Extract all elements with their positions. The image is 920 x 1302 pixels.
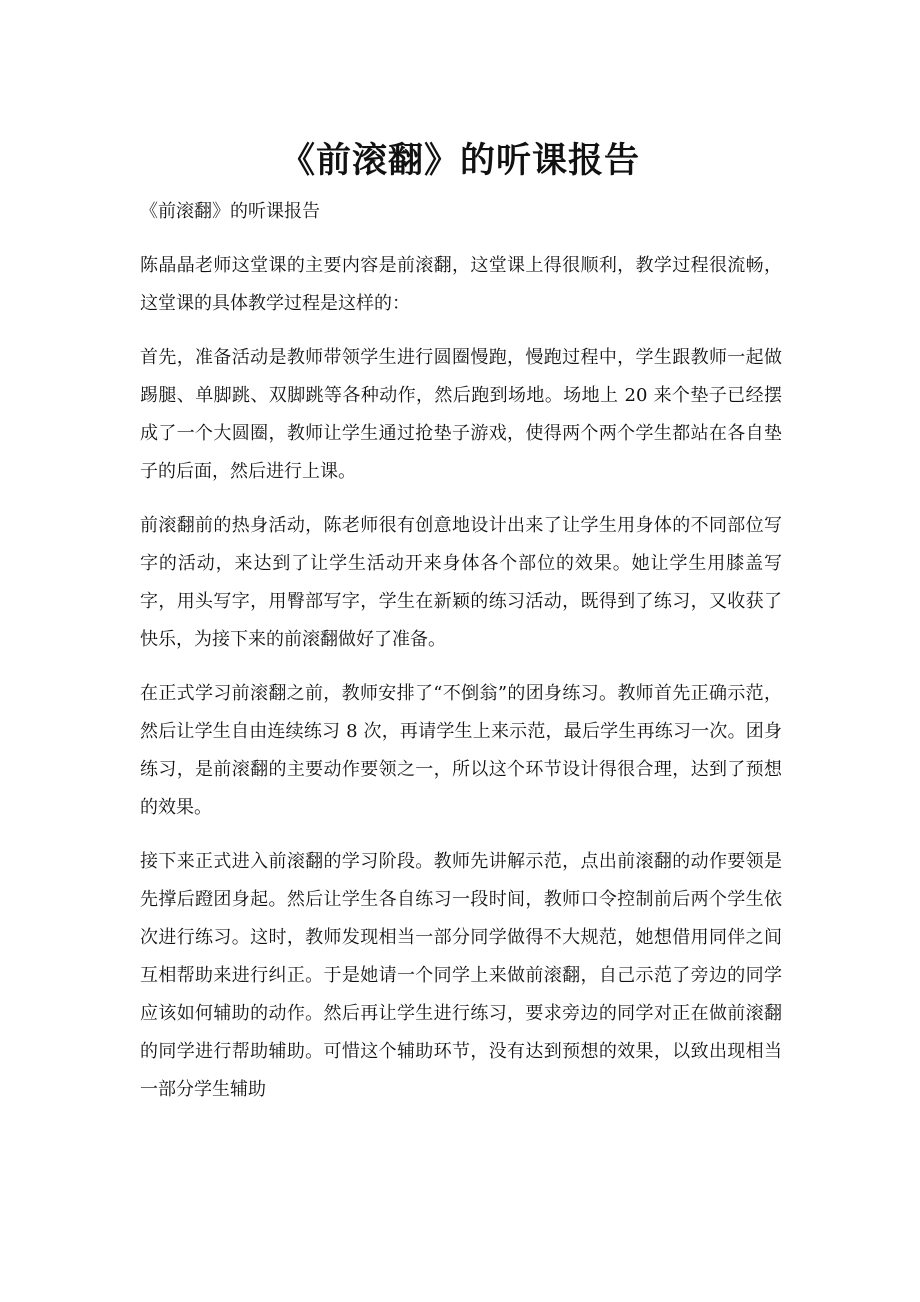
- intro-paragraph: 陈晶晶老师这堂课的主要内容是前滚翻，这堂课上得很顺利，教学过程很流畅，这堂课的具体教学过程是这样的：: [140, 255, 782, 314]
- forward-roll-paragraph: 接下来正式进入前滚翻的学习阶段。教师先讲解示范，点出前滚翻的动作要领是先撑后蹬团身起。然后让学生各自练习一段时间，教师口令控制前后两个学生依次进行练习。这时，教师发现相当一部分同学做得不大规范，她想借用同伴之间互相帮助来进行纠正。于是她请一个同学上来做前滚翻，自己示范了旁边的同学应该如何辅助的动作。然后再让学生进行练习，要求旁边的同学对正在做前滚翻的同学进行帮助辅助。可惜这个辅助环节，没有达到预想的效果，以致出现相当一部分学生辅助: [140, 851, 782, 1100]
- warmup-paragraph: 首先，准备活动是教师带领学生进行圆圈慢跑，慢跑过程中，学生跟教师一起做踢腿、单脚跳、双脚跳等各种动作，然后跑到场地。场地上 20 来个垫子已经摆成了一个大圆圈，教师让学生通过抢垫子游戏，使得两个两个学生都站在各自垫子的后面，然后进行上课。: [140, 347, 782, 482]
- writing-activity-paragraph: 前滚翻前的热身活动，陈老师很有创意地设计出来了让学生用身体的不同部位写字的活动，来达到了让学生活动开来身体各个部位的效果。她让学生用膝盖写字，用头写字，用臀部写字，学生在新颖的练习活动，既得到了练习，又收获了快乐，为接下来的前滚翻做好了准备。: [140, 515, 782, 650]
- document-body: [140, 193, 782, 1109]
- document-title: 《前滚翻》的听课报告: [279, 140, 640, 182]
- subtitle-paragraph: 《前滚翻》的听课报告: [140, 201, 320, 222]
- tuck-practice-paragraph: 在正式学习前滚翻之前，教师安排了“不倒翁”的团身练习。教师首先正确示范，然后让学生自由连续练习 8 次，再请学生上来示范，最后学生再练习一次。团身练习，是前滚翻的主要动作要领之一，所以这个环节设计得很合理，达到了预想的效果。: [140, 683, 782, 818]
